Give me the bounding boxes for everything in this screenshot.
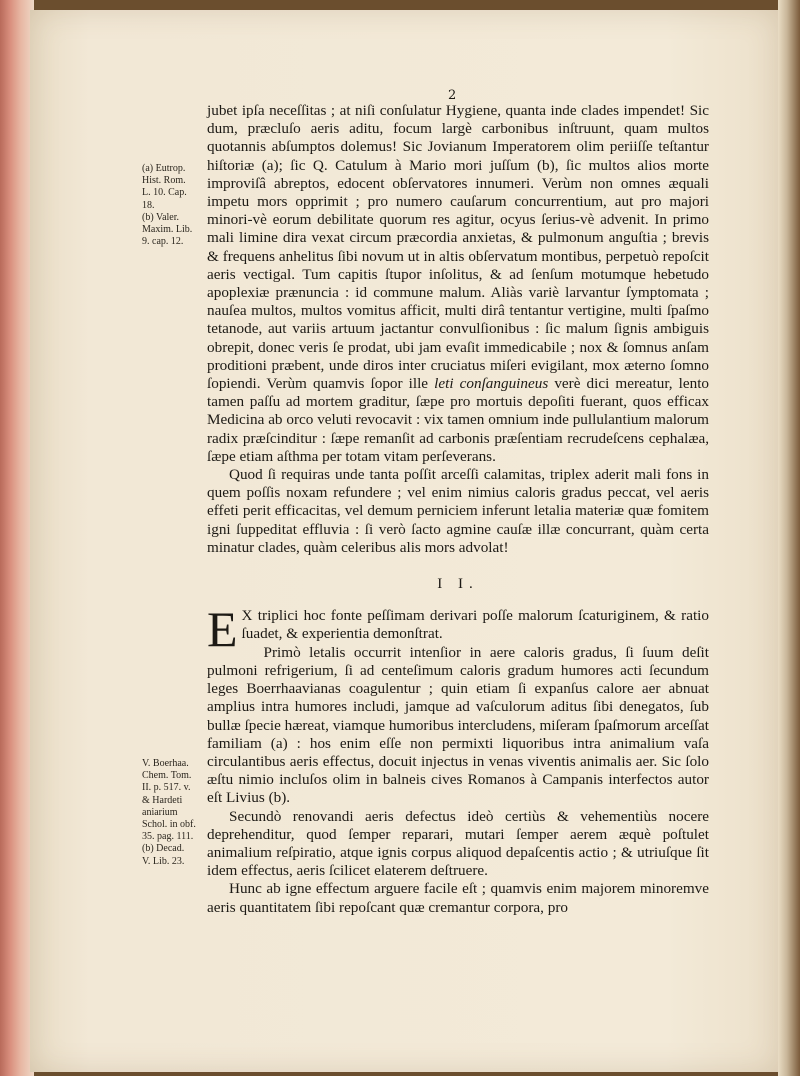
margin-note-line: Schol. in obf.: [142, 819, 196, 831]
margin-note-line: 9. cap. 12.: [142, 236, 184, 248]
margin-note-line: aniarium: [142, 806, 178, 818]
paragraph-4: Primò letalis occurrit intenſior in aere caloris gradus, ſi ſuum deſit pulmoni refrigerium, ſi ad centeſimum caloris gradum humores acti ſecundum leges Boerrhaavianas coagulentur ; quin etiam ſi expanſus calore aer abnuat amplius intra humores includi, jamque ad vaſculorum aditus ſibi denegatos, ſub bullæ ſpecie hæreat, viamque humoribus intercludens, miſeram ſpaſmorum arceſſat familiam (a) : hos enim eſſe non permixti liquoribus intra animalium vaſa circulantibus aeris effectus, docuit injectus in venas viventis animalis aer. Sic ſolo æſtu nimio incluſos olim in balneis cives Romanos à Campanis interfectos autor eſt Livius (b).: [207, 643, 709, 807]
paragraph-2: Quod ſi requiras unde tanta poſſit arceſſi calamitas, triplex aderit mali fons in quem poſſis noxam refundere ; vel enim nimius caloris gradus peccat, vel aeris effeti perit efficacitas, vel demum perniciem inferunt letalia materiæ quæ fomitem igni ſuppeditat effluvia : ſi verò ſacto agmine cauſæ illæ concurrant, quàm certa minatur clades, quàm celeribus alis mors advolat!: [207, 466, 709, 556]
margin-note-references-1: [142, 163, 204, 248]
margin-note-line: L. 10. Cap.: [142, 187, 187, 199]
margin-note-references-2: [142, 758, 204, 868]
margin-note-line: Chem. Tom.: [142, 770, 192, 782]
margin-note-line: V. Boerhaa.: [142, 758, 189, 769]
italic-phrase: leti conſanguineus: [434, 375, 549, 393]
page-number: 2: [448, 88, 457, 103]
margin-note-line: (b) Decad.: [142, 843, 185, 855]
margin-note-line: 18.: [142, 199, 155, 211]
margin-note-line: (a) Eutrop.: [142, 163, 186, 174]
paragraph-3-text: X triplici hoc fonte peſſimam derivari poſſe malorum ſcaturiginem, & ratio ſuadet, & experientia demonſtrat.: [241, 607, 709, 643]
book-edge-left: [0, 0, 34, 1076]
paragraph-1-text-continued: verè dici mereatur, lento tamen paſſu ad mortem graditur, ſæpe pro mortuis depoſiti fuerant, quos efficax Medicina ab orco veluti revocavit : vix tamen omnium inde pullulantium malorum radix præſcinditur : ſæpe remanſit ad carbonis præſentiam recrudeſcens cephalæa, ſæpe etiam aſthma per totam vitam perſeverans.: [207, 375, 710, 465]
paragraph-1-text: jubet ipſa neceſſitas ; at niſi conſulatur Hygiene, quanta inde clades impendet! Sic dum, præcluſo aeris aditu, focum largè carbonibus inſtruunt, quam multos quotannis abſumptos dolemus! Sic Jovianum Imperatorem olim periiſſe teſtantur hiſtoriæ (a); ſic Q. Catulum à Mario mori juſſum (b), ſic multos alios morte improviſâ abreptos, edocent obſervatores innumeri. Verùm non omnes æquali impetu mors opprimit ; pro numero cauſarum concurrentium, aut pro majori minori-vè eorum debilitate quorum res agitur, ocyus ſerius-vè advenit. In primo mali limine dira vexat circum præcordia anxietas, & pulmonum anguſtia ; brevis & frequens anhelitus ſibi novum ut in altis obſervatum montibus, perpetuò repoſcit aeris vectigal. Tum capitis ſtupor inſolitus, & ad ſenſum motumque hebetudo apoplexiæ prænuncia : id commune malum. Aliàs variè larvantur ſymptomata ; nauſea multos, multos vomitus afficit, multi dirâ tentantur vertigine, multi ſpaſmo tetanode, aut variis artuum jactantur convulſionibus : ſic malum ſignis ambiguis obrepit, donec veris ſe prodat, ubi jam evaſit immedicabile ; nox & ſomnus anſam proditioni præbent, unde diros inter cruciatus miſeri evigilant, mox æterno ſomno ſopiendi. Verùm quamvis ſopor ille: [207, 102, 709, 393]
book-edge-right: [778, 0, 800, 1076]
margin-note-line: (b) Valer.: [142, 211, 180, 223]
drop-cap: E: [207, 601, 238, 658]
margin-note-line: Hist. Rom.: [142, 175, 186, 187]
main-text-column: [207, 102, 709, 917]
margin-note-line: 35. pag. 111.: [142, 831, 194, 843]
margin-note-line: & Hardeti: [142, 794, 183, 806]
paragraph-1: [207, 102, 709, 466]
margin-note-line: V. Lib. 23.: [142, 855, 185, 867]
paragraph-6: Hunc ab igne effectum arguere facile eſt ; quamvis enim majorem minoremve aeris quantitatem ſibi repoſcant quæ cremantur corpora, pro: [207, 880, 709, 916]
margin-note-line: II. p. 517. v.: [142, 782, 191, 794]
section-heading: I I.: [437, 576, 479, 593]
paragraph-3: [207, 601, 709, 658]
paragraph-5: Secundò renovandi aeris defectus ideò certiùs & vehementiùs nocere deprehenditur, quod ſemper reparari, mutari ſemper aerem æquè poſtulet animalium reſpiratio, atque ignis corpus aliquod depaſcentis actio ; & utriuſque ſit idem effectus, aeris ſcilicet elaterem deſtruere.: [207, 807, 709, 880]
margin-note-line: Maxim. Lib.: [142, 224, 193, 236]
